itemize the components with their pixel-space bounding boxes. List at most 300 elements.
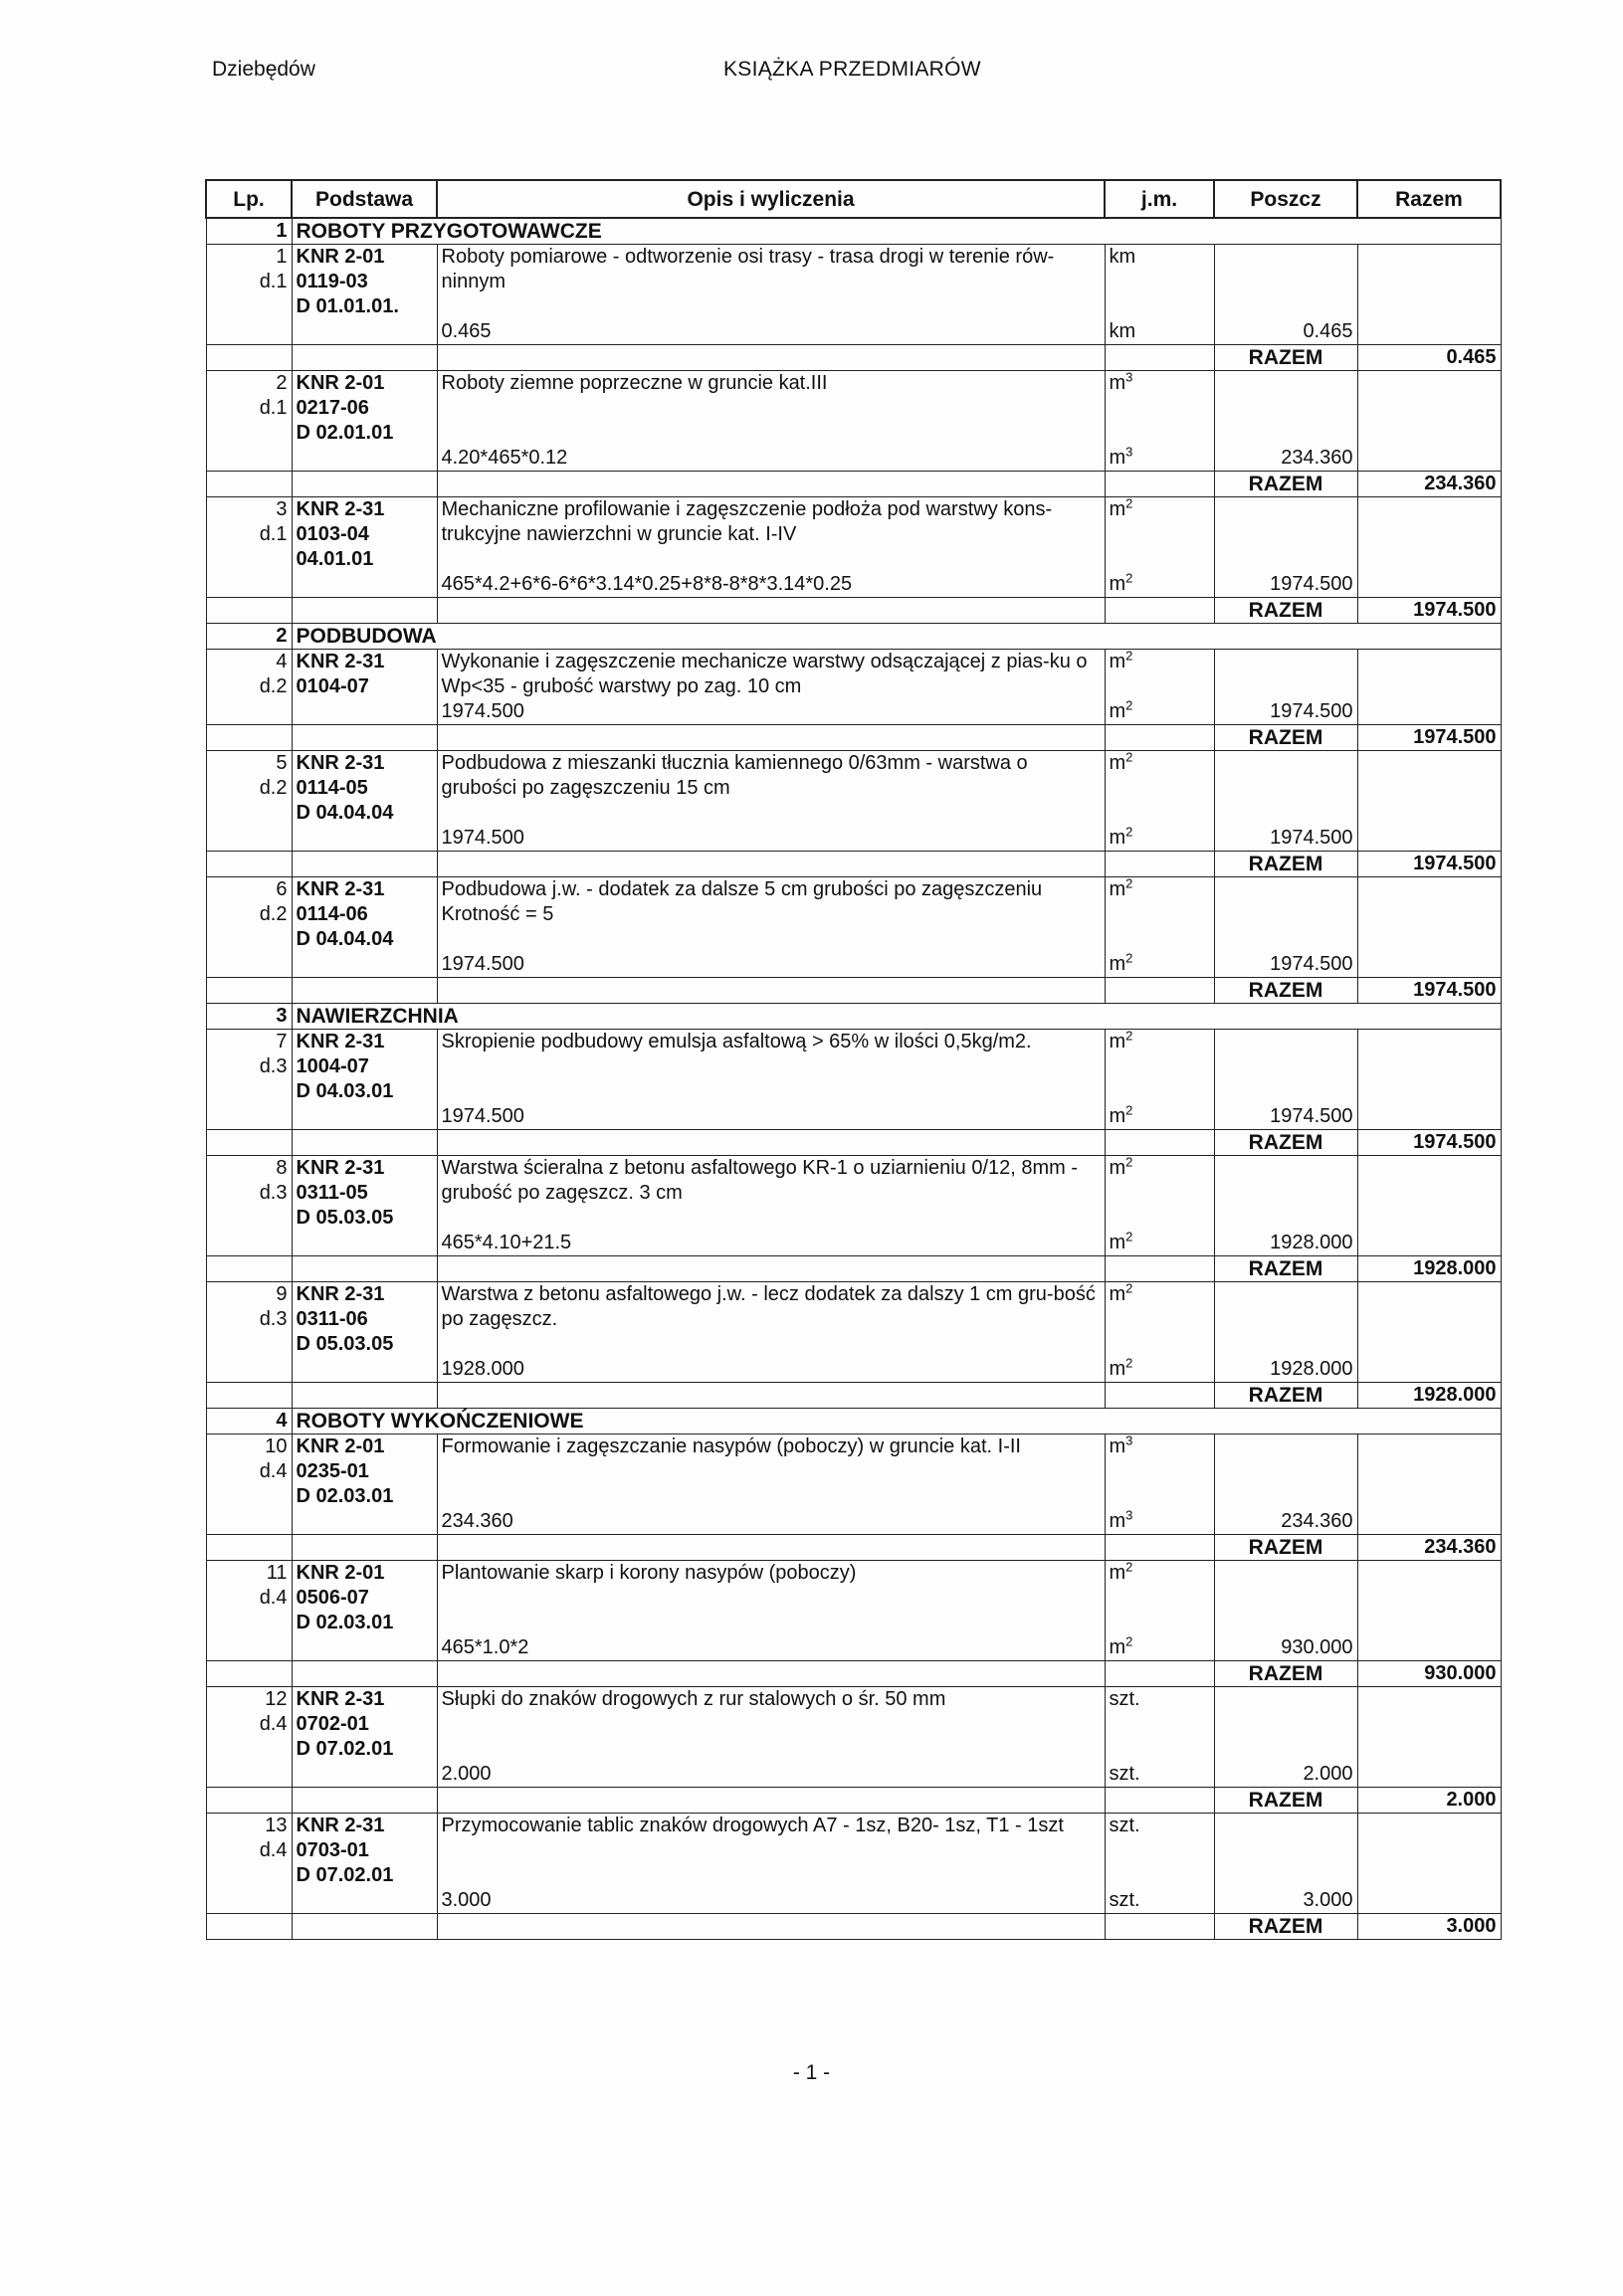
razem-value: 234.360 (1357, 1535, 1501, 1561)
section-number: 1 (206, 218, 292, 245)
calc-unit: szt. (1105, 1888, 1214, 1914)
calc-razem-empty (1357, 1509, 1501, 1535)
calc-unit: $m^2$ (1105, 1231, 1214, 1256)
table-body (206, 218, 1501, 1940)
razem-empty-cell (437, 1535, 1105, 1561)
item-razem-empty (1357, 1282, 1501, 1358)
razem-empty-cell (292, 472, 437, 497)
razem-empty-cell (437, 472, 1105, 497)
razem-empty-cell (1105, 1256, 1214, 1282)
item-section-ref (206, 1079, 292, 1104)
calc-razem-empty (1357, 319, 1501, 345)
item-section-ref (206, 1484, 292, 1509)
item-basis-line: KNR 2-01 (292, 1435, 437, 1460)
item-basis-line: D 04.04.04 (292, 927, 437, 952)
item-section-ref: d.4 (206, 1838, 292, 1863)
razem-empty-cell (206, 725, 292, 751)
razem-empty-cell (437, 1914, 1105, 1940)
razem-empty-cell (1105, 1383, 1214, 1409)
razem-row (206, 1383, 1501, 1409)
razem-empty-cell (292, 1130, 437, 1156)
item-poszcz-empty (1214, 1687, 1357, 1763)
calc-basis-line (292, 446, 437, 472)
calc-poszcz-value: 930.000 (1214, 1635, 1357, 1661)
table-row (206, 1030, 1501, 1055)
item-basis-line: 0114-06 (292, 902, 437, 927)
razem-value: 1974.500 (1357, 978, 1501, 1004)
calc-basis-line (292, 699, 437, 725)
razem-empty-cell (292, 1256, 437, 1282)
table-row (206, 1814, 1501, 1839)
razem-empty-cell (1105, 1788, 1214, 1814)
calc-expression: 465*1.0*2 (437, 1635, 1105, 1661)
item-basis-line: 0103-04 (292, 522, 437, 547)
calc-expression: 234.360 (437, 1509, 1105, 1535)
item-description: Roboty pomiarowe - odtworzenie osi trasy - trasa drogi w terenie rów-ninnym (437, 245, 1105, 320)
razem-label: RAZEM (1214, 1130, 1357, 1156)
item-unit: $m^2$ (1105, 497, 1214, 573)
item-basis-line: 0311-05 (292, 1181, 437, 1206)
calc-razem-empty (1357, 1888, 1501, 1914)
item-basis-line: D 01.01.01. (292, 294, 437, 319)
razem-empty-cell (292, 1383, 437, 1409)
razem-value: 3.000 (1357, 1914, 1501, 1940)
item-basis-line: KNR 2-01 (292, 245, 437, 271)
item-basis-line: D 05.03.05 (292, 1206, 437, 1231)
calc-row (206, 952, 1501, 978)
razem-label: RAZEM (1214, 852, 1357, 877)
item-basis-line: 0506-07 (292, 1586, 437, 1611)
item-section-ref: d.4 (206, 1459, 292, 1484)
item-poszcz-empty (1214, 1561, 1357, 1636)
section-row (206, 218, 1501, 245)
razem-empty-cell (1105, 345, 1214, 371)
item-section-ref: d.2 (206, 674, 292, 699)
item-poszcz-empty (1214, 371, 1357, 447)
calc-row (206, 319, 1501, 345)
calc-poszcz-value: 234.360 (1214, 446, 1357, 472)
calc-razem-empty (1357, 699, 1501, 725)
calc-basis-line (292, 1762, 437, 1788)
razem-row (206, 1788, 1501, 1814)
razem-row (206, 345, 1501, 371)
razem-label: RAZEM (1214, 1383, 1357, 1409)
item-lp: 10 (206, 1435, 292, 1460)
razem-row (206, 1661, 1501, 1687)
table-row (206, 1156, 1501, 1182)
item-razem-empty (1357, 1156, 1501, 1232)
col-header-lp: Lp. (206, 180, 292, 218)
calc-expression: 3.000 (437, 1888, 1105, 1914)
calc-razem-empty (1357, 1357, 1501, 1383)
item-basis-line: D 04.03.01 (292, 1079, 437, 1104)
item-description: Przymocowanie tablic znaków drogowych A7 - 1sz, B20- 1sz, T1 - 1szt (437, 1814, 1105, 1889)
calc-unit: km (1105, 319, 1214, 345)
razem-empty-cell (206, 1788, 292, 1814)
item-description: Plantowanie skarp i korony nasypów (poboczy) (437, 1561, 1105, 1636)
razem-label: RAZEM (1214, 598, 1357, 624)
item-lp: 11 (206, 1561, 292, 1587)
razem-empty-cell (1105, 1535, 1214, 1561)
item-description: Skropienie podbudowy emulsja asfaltową > 65% w ilości 0,5kg/m2. (437, 1030, 1105, 1105)
calc-basis-line (292, 1509, 437, 1535)
razem-empty-cell (206, 1535, 292, 1561)
razem-empty-cell (292, 725, 437, 751)
table-row (206, 877, 1501, 903)
calc-unit: $m^2$ (1105, 1104, 1214, 1130)
calc-razem-empty (1357, 952, 1501, 978)
razem-label: RAZEM (1214, 1914, 1357, 1940)
item-poszcz-empty (1214, 1156, 1357, 1232)
razem-empty-cell (206, 598, 292, 624)
razem-value: 930.000 (1357, 1661, 1501, 1687)
item-section-ref (206, 294, 292, 319)
calc-razem-empty (1357, 1635, 1501, 1661)
item-section-ref: d.1 (206, 270, 292, 294)
razem-empty-cell (206, 852, 292, 877)
table-row (206, 1687, 1501, 1713)
calc-lp-empty (206, 572, 292, 598)
item-poszcz-empty (1214, 1814, 1357, 1889)
section-row (206, 1004, 1501, 1030)
calc-lp-empty (206, 1635, 292, 1661)
item-unit: $m^2$ (1105, 1282, 1214, 1358)
item-razem-empty (1357, 751, 1501, 827)
item-basis-line: KNR 2-31 (292, 751, 437, 777)
razem-empty-cell (437, 345, 1105, 371)
calc-lp-empty (206, 699, 292, 725)
table-row (206, 1282, 1501, 1308)
razem-value: 1974.500 (1357, 852, 1501, 877)
item-description: Warstwa z betonu asfaltowego j.w. - lecz dodatek za dalszy 1 cm gru-bość po zagęszcz. (437, 1282, 1105, 1358)
item-basis-line: D 05.03.05 (292, 1332, 437, 1357)
razem-empty-cell (292, 852, 437, 877)
item-poszcz-empty (1214, 877, 1357, 953)
calc-lp-empty (206, 826, 292, 852)
item-lp: 12 (206, 1687, 292, 1713)
item-lp: 8 (206, 1156, 292, 1182)
calc-poszcz-value: 1928.000 (1214, 1357, 1357, 1383)
section-row (206, 624, 1501, 650)
calc-poszcz-value: 1974.500 (1214, 1104, 1357, 1130)
item-lp: 2 (206, 371, 292, 397)
section-row (206, 1409, 1501, 1435)
calc-row (206, 699, 1501, 725)
razem-empty-cell (437, 1661, 1105, 1687)
razem-empty-cell (206, 978, 292, 1004)
table-row (206, 650, 1501, 675)
razem-value: 1974.500 (1357, 1130, 1501, 1156)
razem-empty-cell (292, 978, 437, 1004)
calc-poszcz-value: 1928.000 (1214, 1231, 1357, 1256)
calc-unit: $m^2$ (1105, 952, 1214, 978)
page-number: - 1 - (792, 2061, 831, 2084)
table-row (206, 497, 1501, 523)
item-unit: szt. (1105, 1687, 1214, 1763)
item-section-ref (206, 421, 292, 446)
table-row (206, 751, 1501, 777)
item-poszcz-empty (1214, 650, 1357, 700)
razem-empty-cell (437, 1130, 1105, 1156)
item-razem-empty (1357, 1561, 1501, 1636)
item-basis-line: KNR 2-31 (292, 1030, 437, 1055)
razem-value: 1928.000 (1357, 1256, 1501, 1282)
calc-basis-line (292, 1104, 437, 1130)
razem-row (206, 472, 1501, 497)
item-poszcz-empty (1214, 497, 1357, 573)
razem-row (206, 598, 1501, 624)
calc-lp-empty (206, 1509, 292, 1535)
section-number: 4 (206, 1409, 292, 1435)
item-poszcz-empty (1214, 1030, 1357, 1105)
razem-label: RAZEM (1214, 725, 1357, 751)
razem-empty-cell (292, 345, 437, 371)
razem-empty-cell (206, 472, 292, 497)
calc-expression: 1974.500 (437, 699, 1105, 725)
item-basis-line: KNR 2-31 (292, 1156, 437, 1182)
item-basis-line: 0702-01 (292, 1712, 437, 1737)
calc-razem-empty (1357, 826, 1501, 852)
document-title: KSIĄŻKA PRZEDMIARÓW (723, 58, 981, 81)
table-row (206, 245, 1501, 271)
calc-row (206, 1509, 1501, 1535)
item-basis-line: KNR 2-01 (292, 371, 437, 397)
item-unit: $m^3$ (1105, 371, 1214, 447)
razem-empty-cell (206, 1256, 292, 1282)
calc-poszcz-value: 1974.500 (1214, 699, 1357, 725)
item-description: Słupki do znaków drogowych z rur stalowych o śr. 50 mm (437, 1687, 1105, 1763)
calc-poszcz-value: 234.360 (1214, 1509, 1357, 1535)
col-header-opis: Opis i wyliczenia (437, 180, 1105, 218)
razem-empty-cell (1105, 1914, 1214, 1940)
calc-lp-empty (206, 1231, 292, 1256)
item-basis-line: KNR 2-31 (292, 1687, 437, 1713)
calc-poszcz-value: 1974.500 (1214, 572, 1357, 598)
calc-expression: 2.000 (437, 1762, 1105, 1788)
calc-basis-line (292, 1635, 437, 1661)
item-basis-line: 0311-06 (292, 1307, 437, 1332)
section-number: 3 (206, 1004, 292, 1030)
razem-empty-cell (292, 598, 437, 624)
item-section-ref: d.2 (206, 776, 292, 801)
item-unit: $m^2$ (1105, 877, 1214, 953)
item-lp: 4 (206, 650, 292, 675)
table-row (206, 1435, 1501, 1460)
calc-unit: $m^3$ (1105, 446, 1214, 472)
item-basis-line: 0114-05 (292, 776, 437, 801)
calc-unit: $m^2$ (1105, 572, 1214, 598)
item-lp: 3 (206, 497, 292, 523)
item-razem-empty (1357, 1435, 1501, 1510)
razem-value: 2.000 (1357, 1788, 1501, 1814)
item-section-ref: d.3 (206, 1054, 292, 1079)
razem-empty-cell (206, 1661, 292, 1687)
razem-empty-cell (1105, 472, 1214, 497)
razem-row (206, 1130, 1501, 1156)
calc-poszcz-value: 3.000 (1214, 1888, 1357, 1914)
calc-lp-empty (206, 1888, 292, 1914)
item-lp: 9 (206, 1282, 292, 1308)
calc-expression: 465*4.10+21.5 (437, 1231, 1105, 1256)
calc-basis-line (292, 1357, 437, 1383)
item-section-ref: d.3 (206, 1181, 292, 1206)
razem-empty-cell (1105, 598, 1214, 624)
calc-lp-empty (206, 446, 292, 472)
calc-expression: 465*4.2+6*6-6*6*3.14*0.25+8*8-8*8*3.14*0.25 (437, 572, 1105, 598)
item-basis-line: 04.01.01 (292, 547, 437, 572)
item-description: Mechaniczne profilowanie i zagęszczenie podłoża pod warstwy kons-trukcyjne nawierzchni w gruncie kat. I-IV (437, 497, 1105, 573)
razem-empty-cell (206, 1383, 292, 1409)
col-header-razem: Razem (1357, 180, 1501, 218)
razem-empty-cell (1105, 978, 1214, 1004)
calc-unit: $m^3$ (1105, 1509, 1214, 1535)
calc-lp-empty (206, 1762, 292, 1788)
calc-lp-empty (206, 952, 292, 978)
calc-unit: $m^2$ (1105, 1357, 1214, 1383)
calc-expression: 1974.500 (437, 826, 1105, 852)
razem-empty-cell (1105, 1661, 1214, 1687)
item-poszcz-empty (1214, 1282, 1357, 1358)
col-header-jm: j.m. (1105, 180, 1214, 218)
razem-row (206, 978, 1501, 1004)
calc-unit: $m^2$ (1105, 699, 1214, 725)
item-basis-line: KNR 2-31 (292, 877, 437, 903)
calc-razem-empty (1357, 1762, 1501, 1788)
item-section-ref: d.4 (206, 1712, 292, 1737)
item-unit: $m^2$ (1105, 1156, 1214, 1232)
calc-row (206, 572, 1501, 598)
item-basis-line: 0217-06 (292, 396, 437, 421)
item-section-ref (206, 1611, 292, 1635)
razem-empty-cell (292, 1535, 437, 1561)
item-poszcz-empty (1214, 751, 1357, 827)
razem-empty-cell (292, 1914, 437, 1940)
section-title: NAWIERZCHNIA (292, 1004, 1501, 1030)
calc-razem-empty (1357, 1231, 1501, 1256)
item-unit: $m^2$ (1105, 1561, 1214, 1636)
table-header-row (206, 180, 1501, 218)
item-basis-line: D 04.04.04 (292, 801, 437, 826)
item-basis-line: 0104-07 (292, 674, 437, 699)
razem-empty-cell (437, 1788, 1105, 1814)
calc-basis-line (292, 572, 437, 598)
calc-expression: 1974.500 (437, 952, 1105, 978)
item-basis-line: 0703-01 (292, 1838, 437, 1863)
item-section-ref (206, 927, 292, 952)
item-basis-line: 1004-07 (292, 1054, 437, 1079)
calc-poszcz-value: 0.465 (1214, 319, 1357, 345)
calc-lp-empty (206, 1104, 292, 1130)
estimate-table (205, 179, 1502, 1940)
col-header-poszcz: Poszcz (1214, 180, 1357, 218)
section-title: PODBUDOWA (292, 624, 1501, 650)
calc-row (206, 446, 1501, 472)
item-section-ref (206, 1737, 292, 1762)
section-title: ROBOTY WYKOŃCZENIOWE (292, 1409, 1501, 1435)
razem-empty-cell (437, 1383, 1105, 1409)
item-section-ref: d.1 (206, 396, 292, 421)
calc-row (206, 1231, 1501, 1256)
item-basis-line: D 07.02.01 (292, 1737, 437, 1762)
razem-empty-cell (437, 978, 1105, 1004)
item-section-ref: d.4 (206, 1586, 292, 1611)
item-razem-empty (1357, 245, 1501, 320)
calc-basis-line (292, 319, 437, 345)
razem-empty-cell (292, 1661, 437, 1687)
header-location: Dziebędów (212, 58, 315, 81)
item-unit: $m^2$ (1105, 1030, 1214, 1105)
calc-expression: 0.465 (437, 319, 1105, 345)
razem-value: 1974.500 (1357, 598, 1501, 624)
razem-row (206, 725, 1501, 751)
calc-expression: 1974.500 (437, 1104, 1105, 1130)
calc-row (206, 1357, 1501, 1383)
calc-row (206, 1635, 1501, 1661)
calc-basis-line (292, 826, 437, 852)
item-basis-line: D 02.03.01 (292, 1611, 437, 1635)
razem-value: 1928.000 (1357, 1383, 1501, 1409)
item-description: Roboty ziemne poprzeczne w gruncie kat.III (437, 371, 1105, 447)
razem-label: RAZEM (1214, 345, 1357, 371)
item-lp: 6 (206, 877, 292, 903)
razem-empty-cell (206, 345, 292, 371)
calc-row (206, 1888, 1501, 1914)
item-section-ref (206, 1206, 292, 1231)
calc-poszcz-value: 1974.500 (1214, 826, 1357, 852)
item-lp: 1 (206, 245, 292, 271)
calc-lp-empty (206, 319, 292, 345)
item-basis-line: KNR 2-31 (292, 497, 437, 523)
item-basis-line: KNR 2-01 (292, 1561, 437, 1587)
razem-label: RAZEM (1214, 1788, 1357, 1814)
item-basis-line: 0235-01 (292, 1459, 437, 1484)
item-razem-empty (1357, 1814, 1501, 1889)
item-basis-line: D 07.02.01 (292, 1863, 437, 1888)
item-razem-empty (1357, 650, 1501, 700)
item-basis-line: KNR 2-31 (292, 1814, 437, 1839)
calc-basis-line (292, 1888, 437, 1914)
item-unit: km (1105, 245, 1214, 320)
table-row (206, 1561, 1501, 1587)
item-lp: 7 (206, 1030, 292, 1055)
calc-unit: $m^2$ (1105, 826, 1214, 852)
razem-row (206, 852, 1501, 877)
item-description: Podbudowa z mieszanki tłucznia kamiennego 0/63mm - warstwa o grubości po zagęszczeniu 15 cm (437, 751, 1105, 827)
table-row (206, 371, 1501, 397)
section-number: 2 (206, 624, 292, 650)
razem-label: RAZEM (1214, 978, 1357, 1004)
razem-value: 1974.500 (1357, 725, 1501, 751)
item-description: Warstwa ścieralna z betonu asfaltowego KR-1 o uziarnieniu 0/12, 8mm - grubość po zagęszcz. 3 cm (437, 1156, 1105, 1232)
item-lp: 13 (206, 1814, 292, 1839)
calc-expression: 4.20*465*0.12 (437, 446, 1105, 472)
calc-unit: szt. (1105, 1762, 1214, 1788)
razem-empty-cell (1105, 725, 1214, 751)
razem-empty-cell (206, 1914, 292, 1940)
item-poszcz-empty (1214, 1435, 1357, 1510)
razem-row (206, 1535, 1501, 1561)
item-razem-empty (1357, 1030, 1501, 1105)
razem-label: RAZEM (1214, 472, 1357, 497)
item-section-ref: d.1 (206, 522, 292, 547)
calc-razem-empty (1357, 1104, 1501, 1130)
item-poszcz-empty (1214, 245, 1357, 320)
item-description: Podbudowa j.w. - dodatek za dalsze 5 cm grubości po zagęszczeniu Krotność = 5 (437, 877, 1105, 953)
item-description: Formowanie i zagęszczanie nasypów (poboczy) w gruncie kat. I-II (437, 1435, 1105, 1510)
razem-label: RAZEM (1214, 1535, 1357, 1561)
item-basis-line: KNR 2-31 (292, 650, 437, 675)
razem-row (206, 1914, 1501, 1940)
